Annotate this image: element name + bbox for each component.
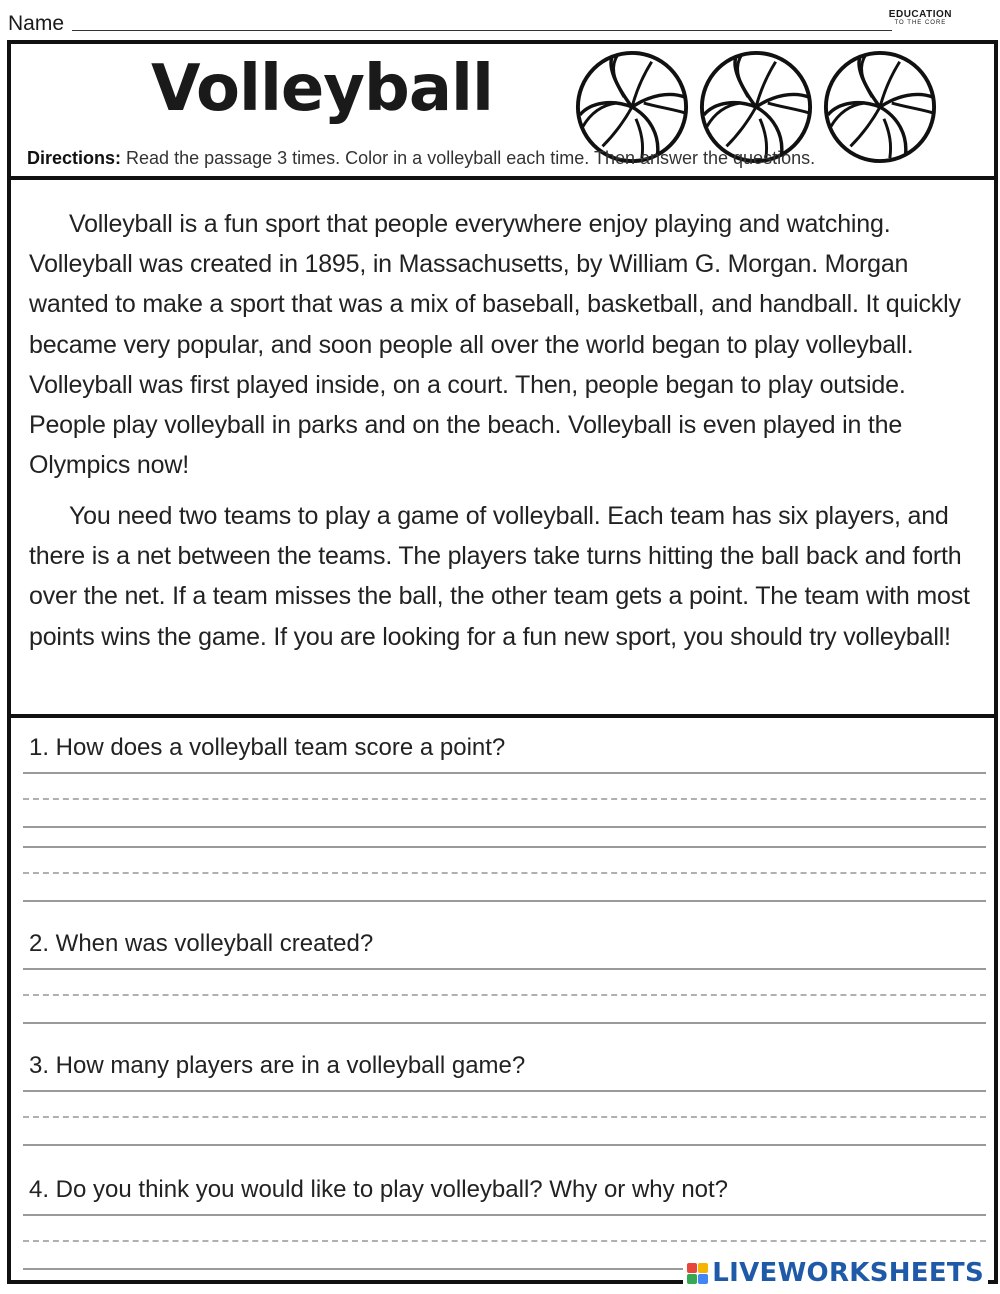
answer-guide-line[interactable] (23, 994, 986, 996)
directions-text: Read the passage 3 times. Color in a volleyball each time. Then answer the questions. (121, 148, 816, 168)
questions-section (7, 714, 998, 1284)
directions (27, 148, 815, 169)
publisher-logo (889, 10, 952, 26)
liveworksheets-logo (683, 1256, 988, 1290)
passage-paragraph-1: Volleyball is a fun sport that people everywhere enjoy playing and watching. Volleyball was created in 1895, in Massachusetts, by William G. Morgan. Morgan wanted to make a sport that was a mix of baseball, basketball, and handball. It quickly became very popular, and soon people all over the world began to play volleyball. Volleyball was first played inside, on a court. Then, people began to play outside. People play volleyball in parks and on the beach. Volleyball is even played in the Olympics now! (29, 210, 961, 480)
liveworksheets-mark-icon (687, 1263, 708, 1284)
mark-square (698, 1263, 708, 1273)
passage-paragraph-2: You need two teams to play a game of volleyball. Each team has six players, and there is a net between the teams. The players take turns hitting the ball back and forth over the net. If a team misses the ball, the other team gets a point. The team with most points wins the game. If you are looking for a fun new sport, you should try volleyball! (29, 502, 970, 651)
answer-line (23, 772, 986, 774)
answer-line (23, 1022, 986, 1024)
answer-guide-line[interactable] (23, 1240, 986, 1242)
publisher-logo-line2: TO THE CORE (894, 20, 947, 26)
answer-line (23, 846, 986, 848)
mark-square (698, 1274, 708, 1284)
publisher-logo-line1: EDUCATION (888, 9, 952, 20)
reading-passage (7, 176, 998, 718)
worksheet-title: Volleyball (151, 52, 493, 126)
answer-guide-line[interactable] (23, 1116, 986, 1118)
answer-line (23, 1090, 986, 1092)
answer-guide-line[interactable] (23, 798, 986, 800)
answer-line (23, 826, 986, 828)
answer-line (23, 968, 986, 970)
question-1: 1. How does a volleyball team score a point? (29, 734, 506, 761)
mark-square (687, 1263, 697, 1273)
answer-guide-line[interactable] (23, 872, 986, 874)
answer-line (23, 1214, 986, 1216)
header-box (7, 40, 998, 176)
name-line[interactable] (72, 30, 892, 31)
name-label: Name (8, 12, 65, 35)
liveworksheets-brand: LIVEWORKSHEETS (712, 1258, 984, 1288)
question-2: 2. When was volleyball created? (29, 930, 374, 957)
answer-line (23, 900, 986, 902)
mark-square (687, 1274, 697, 1284)
directions-label: Directions: (27, 148, 122, 168)
answer-line (23, 1144, 986, 1146)
volleyball-icon-3[interactable] (821, 48, 939, 166)
question-4: 4. Do you think you would like to play volleyball? Why or why not? (29, 1176, 729, 1203)
question-3: 3. How many players are in a volleyball game? (29, 1052, 526, 1079)
